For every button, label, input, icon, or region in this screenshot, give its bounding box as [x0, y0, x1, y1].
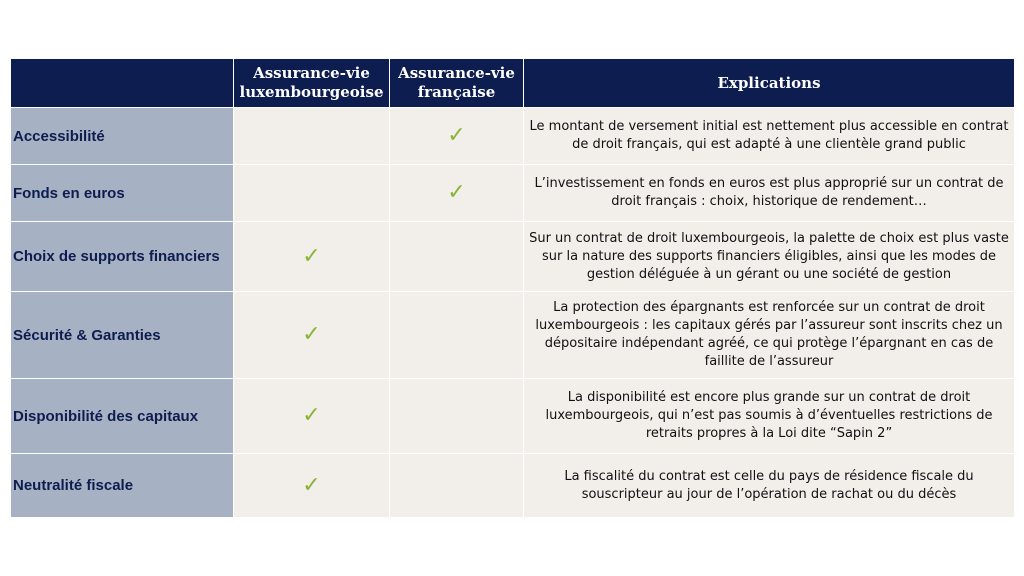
check-icon: ✓: [302, 243, 321, 269]
france-cell: [390, 108, 524, 165]
table-row: [11, 292, 1015, 379]
header-france: Assurance-vie française: [390, 59, 524, 108]
check-icon: ✓: [447, 123, 466, 148]
check-icon: ✓: [302, 472, 321, 498]
explication-text: La fiscalité du contrat est celle du pays de résidence fiscale du souscripteur au jour de l’opération de rachat ou du décès: [524, 454, 1015, 518]
row-label: Accessibilité: [11, 108, 234, 165]
check-icon: ✓: [302, 403, 321, 428]
header-luxembourg: Assurance-vie luxembourgeoise: [234, 59, 390, 108]
luxembourg-cell: [234, 379, 390, 454]
france-cell: [390, 292, 524, 379]
explication-text: La protection des épargnants est renforcée sur un contrat de droit luxembourgeois : les capitaux gérés par l’assureur sont inscrits chez un dépositaire indépendant agréé, ce qui protège l’épargnant en cas de faillite de l’assureur: [524, 292, 1015, 379]
comparison-table-wrapper: [10, 58, 1014, 518]
france-cell: [390, 454, 524, 518]
explication-text: Sur un contrat de droit luxembourgeois, la palette de choix est plus vaste sur la nature des supports financiers éligibles, ainsi que les modes de gestion déléguée à un gérant ou une société de gestion: [524, 222, 1015, 292]
row-label: Neutralité fiscale: [11, 454, 234, 518]
row-label: Disponibilité des capitaux: [11, 379, 234, 454]
check-icon: ✓: [447, 180, 466, 205]
table-row: [11, 222, 1015, 292]
header-row: [11, 59, 1015, 108]
table-row: [11, 379, 1015, 454]
table-row: [11, 108, 1015, 165]
check-icon: ✓: [302, 322, 321, 347]
explication-text: La disponibilité est encore plus grande sur un contrat de droit luxembourgeois, qui n’est pas soumis à d’éventuelles restrictions de retraits propres à la Loi dite “Sapin 2”: [524, 379, 1015, 454]
luxembourg-cell: [234, 165, 390, 222]
comparison-table: [10, 58, 1015, 518]
row-label: Choix de supports financiers: [11, 222, 234, 292]
luxembourg-cell: [234, 454, 390, 518]
table-row: [11, 454, 1015, 518]
luxembourg-cell: [234, 222, 390, 292]
france-cell: [390, 165, 524, 222]
explication-text: Le montant de versement initial est nettement plus accessible en contrat de droit français, qui est adapté à une clientèle grand public: [524, 108, 1015, 165]
table-row: [11, 165, 1015, 222]
header-empty-cell: [11, 59, 234, 108]
france-cell: [390, 379, 524, 454]
table-header: [11, 59, 1015, 108]
header-explications: Explications: [524, 59, 1015, 108]
row-label: Fonds en euros: [11, 165, 234, 222]
luxembourg-cell: [234, 108, 390, 165]
row-label: Sécurité & Garanties: [11, 292, 234, 379]
luxembourg-cell: [234, 292, 390, 379]
france-cell: [390, 222, 524, 292]
table-body: [11, 108, 1015, 518]
explication-text: L’investissement en fonds en euros est plus approprié sur un contrat de droit français : choix, historique de rendement…: [524, 165, 1015, 222]
